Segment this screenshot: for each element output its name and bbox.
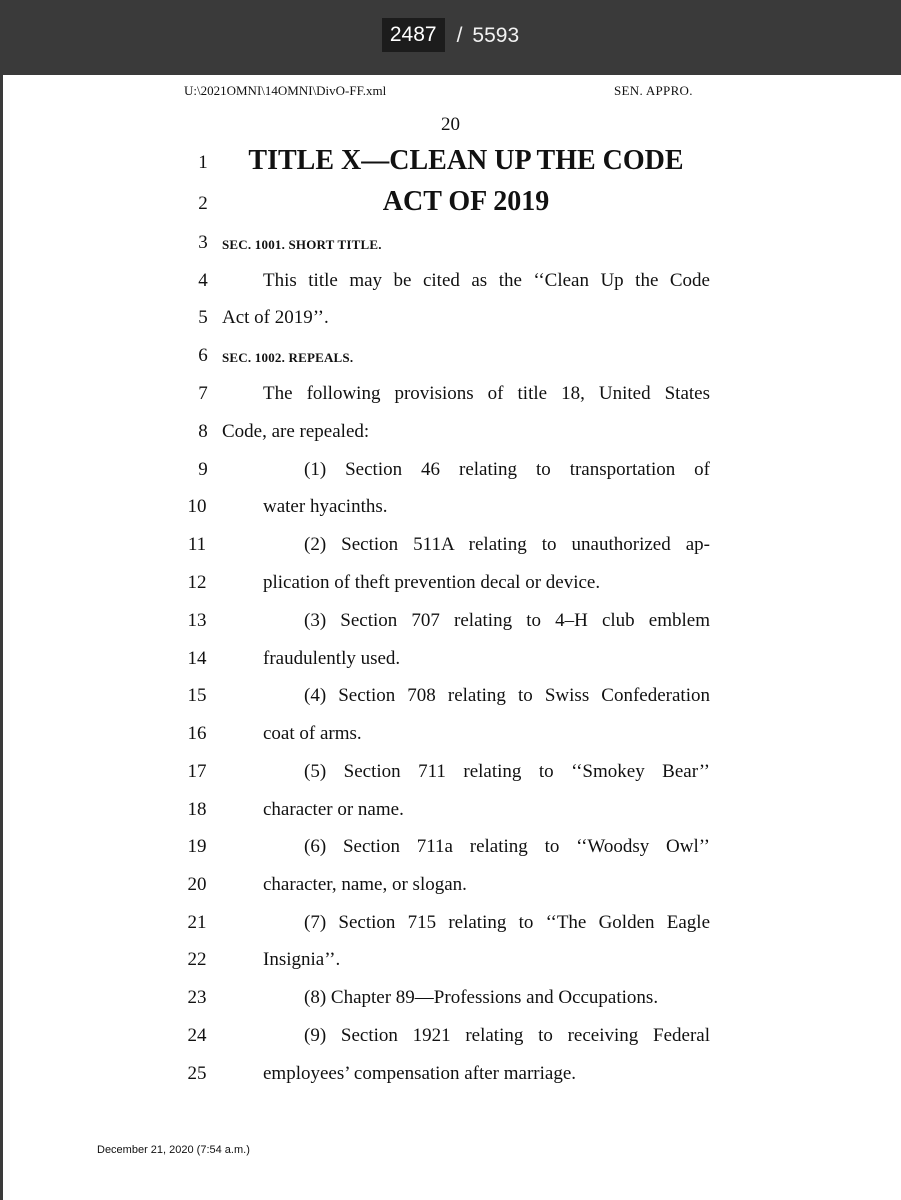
list-item-line: fraudulently used. xyxy=(263,648,401,669)
list-item-line: coat of arms. xyxy=(263,723,362,744)
list-item-line: plication of theft prevention decal or device. xyxy=(263,572,601,593)
list-item-line: character or name. xyxy=(263,799,404,820)
line-number: 17 xyxy=(187,761,207,782)
line-number: 15 xyxy=(187,685,207,706)
line-number: 4 xyxy=(198,270,208,291)
list-item-line: (3) Section 707 relating to 4–H club emblem xyxy=(304,610,710,631)
line-number: 13 xyxy=(187,610,207,631)
list-item-line: water hyacinths. xyxy=(263,496,388,517)
text-line: This title may be cited as the ‘‘Clean Up the Code xyxy=(263,270,710,291)
line-number: 16 xyxy=(187,723,207,744)
line-number: 22 xyxy=(187,949,207,970)
line-number: 24 xyxy=(187,1025,207,1046)
line-number: 14 xyxy=(187,648,207,669)
list-item-line: (6) Section 711a relating to ‘‘Woodsy Owl’’ xyxy=(304,836,710,857)
title-heading-line: ACT OF 2019 xyxy=(382,186,550,217)
line-number: 19 xyxy=(187,836,207,857)
line-number: 25 xyxy=(187,1063,207,1084)
list-item-line: character, name, or slogan. xyxy=(263,874,467,895)
line-number: 23 xyxy=(187,987,207,1008)
line-number: 1 xyxy=(198,152,208,173)
line-number: 7 xyxy=(198,383,208,404)
header-committee: SEN. APPRO. xyxy=(614,83,693,98)
viewer-toolbar xyxy=(0,0,901,75)
page-separator: / xyxy=(456,24,463,47)
page-counter xyxy=(0,18,901,54)
line-number: 9 xyxy=(198,459,208,480)
list-item-line: (7) Section 715 relating to ‘‘The Golden Eagle xyxy=(304,912,710,933)
line-number: 11 xyxy=(187,534,207,555)
page-number: 20 xyxy=(441,114,460,135)
section-heading: SEC. 1001. SHORT TITLE. xyxy=(222,237,382,252)
line-number: 8 xyxy=(198,421,208,442)
line-number: 3 xyxy=(198,232,208,253)
line-number: 18 xyxy=(187,799,207,820)
list-item-line: Insignia’’. xyxy=(263,949,341,970)
text-line: Act of 2019’’. xyxy=(222,307,329,328)
line-number: 10 xyxy=(187,496,207,517)
line-number: 21 xyxy=(187,912,207,933)
total-pages: 5593 xyxy=(472,24,520,47)
line-number: 5 xyxy=(198,307,208,328)
list-item-line: (5) Section 711 relating to ‘‘Smokey Bear’’ xyxy=(304,761,710,782)
line-number: 20 xyxy=(187,874,207,895)
list-item-line: (4) Section 708 relating to Swiss Confederation xyxy=(304,685,710,706)
current-page-input[interactable]: 2487 xyxy=(382,18,445,52)
text-line: The following provisions of title 18, United States xyxy=(263,383,710,404)
line-number: 2 xyxy=(198,193,208,214)
list-item-line: (2) Section 511A relating to unauthorized ap- xyxy=(304,534,710,555)
line-number: 6 xyxy=(198,345,208,366)
list-item-line: employees’ compensation after marriage. xyxy=(263,1063,577,1084)
footer-date: December 21, 2020 (7:54 a.m.) xyxy=(97,1144,250,1156)
text-line: Code, are repealed: xyxy=(222,421,370,442)
list-item-line: (9) Section 1921 relating to receiving Federal xyxy=(304,1025,710,1046)
header-file-path: U:\2021OMNI\14OMNI\DivO-FF.xml xyxy=(184,83,387,98)
list-item-line: (8) Chapter 89—Professions and Occupations. xyxy=(304,987,659,1008)
title-heading-line: TITLE X—CLEAN UP THE CODE xyxy=(248,145,684,176)
section-heading: SEC. 1002. REPEALS. xyxy=(222,350,354,365)
list-item-line: (1) Section 46 relating to transportation of xyxy=(304,459,710,480)
line-number: 12 xyxy=(187,572,207,593)
